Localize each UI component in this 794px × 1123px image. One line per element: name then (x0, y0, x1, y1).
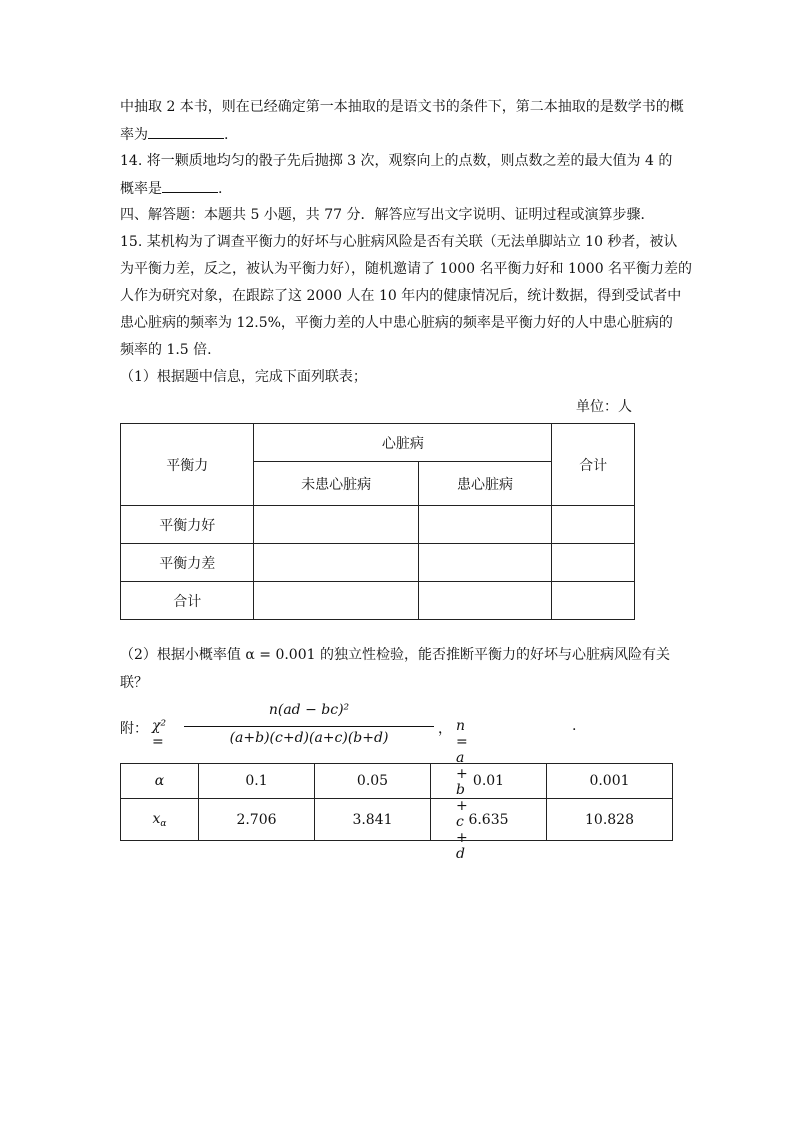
text-line: 15. 某机构为了调查平衡力的好坏与心脏病风险是否有关联（无法单脚站立 10 秒者，被认 (120, 234, 678, 250)
section-heading: 四、解答题：本题共 5 小题，共 77 分．解答应写出文字说明、证明过程或演算步骤． (120, 207, 655, 223)
row-label: 平衡力好 (121, 506, 254, 544)
header-disease: 患心脏病 (418, 462, 551, 506)
row-label: 合计 (121, 582, 254, 620)
empty-cell[interactable] (254, 582, 418, 620)
text-fragment: . (224, 127, 229, 143)
x-subscript: α (160, 818, 167, 829)
text-fragment: 概率是 (120, 181, 162, 197)
text-line: 患心脏病的频率为 12.5%，平衡力差的人中患心脏病的频率是平衡力好的人中患心脏病的 (120, 315, 673, 331)
row-label: 平衡力差 (121, 544, 254, 582)
critical-value: 2.706 (199, 799, 315, 841)
formula-lhs: χ² = (152, 718, 167, 750)
contingency-table (120, 423, 635, 620)
text-line: 频率的 1.5 倍. (120, 342, 212, 358)
alpha-value: 0.001 (547, 764, 673, 799)
text-line: 联？ (120, 675, 148, 691)
header-balance: 平衡力 (121, 424, 254, 506)
header-no-disease: 未患心脏病 (254, 462, 418, 506)
empty-cell[interactable] (552, 582, 635, 620)
formula-separator: ， (438, 721, 452, 737)
header-total: 合计 (552, 424, 635, 506)
formula-n-definition: n = a + b + c + d (456, 718, 468, 862)
alpha-value: 0.01 (431, 764, 547, 799)
formula-end: . (572, 718, 577, 734)
x-symbol: x (152, 810, 161, 827)
text-line: 中抽取 2 本书，则在已经确定第一本抽取的是语文书的条件下，第二本抽取的是数学书的概 (120, 99, 684, 115)
critical-value: 10.828 (547, 799, 673, 841)
answer-blank[interactable] (162, 178, 218, 193)
header-heart-disease: 心脏病 (254, 424, 552, 462)
text-fragment: 率为 (120, 127, 148, 143)
alpha-label: α (121, 764, 199, 799)
critical-value: 6.635 (431, 799, 547, 841)
text-line: 为平衡力差，反之，被认为平衡力好），随机邀请了 1000 名平衡力好和 1000 名平衡力差的 (120, 261, 693, 277)
critical-value: 3.841 (315, 799, 431, 841)
text-line: 14. 将一颗质地均匀的骰子先后抛掷 3 次，观察向上的点数，则点数之差的最大值为 4 的 (120, 153, 673, 169)
fraction-bar (184, 726, 434, 727)
empty-cell[interactable] (254, 544, 418, 582)
text-line (120, 178, 222, 199)
alpha-value: 0.05 (315, 764, 431, 799)
critical-value-table (120, 763, 673, 841)
x-alpha-label (121, 799, 199, 841)
text-line: 人作为研究对象，在跟踪了这 2000 人在 10 年内的健康情况后，统计数据，得到受试者中 (120, 288, 682, 304)
empty-cell[interactable] (552, 544, 635, 582)
empty-cell[interactable] (552, 506, 635, 544)
empty-cell[interactable] (254, 506, 418, 544)
formula-numerator: n(ad − bc)² (268, 702, 350, 718)
text-fragment: . (218, 181, 223, 197)
unit-label: 单位：人 (576, 399, 632, 415)
formula-denominator: (a+b)(c+d)(a+c)(b+d) (229, 730, 389, 746)
empty-cell[interactable] (418, 506, 551, 544)
text-line: （1）根据题中信息，完成下面列联表； (120, 369, 367, 385)
formula-prefix: 附： (120, 721, 148, 737)
empty-cell[interactable] (418, 582, 551, 620)
answer-blank[interactable] (148, 124, 224, 139)
text-line (120, 124, 228, 145)
alpha-value: 0.1 (199, 764, 315, 799)
empty-cell[interactable] (418, 544, 551, 582)
text-line: （2）根据小概率值 α = 0.001 的独立性检验，能否推断平衡力的好坏与心脏病风险有关 (120, 647, 670, 663)
